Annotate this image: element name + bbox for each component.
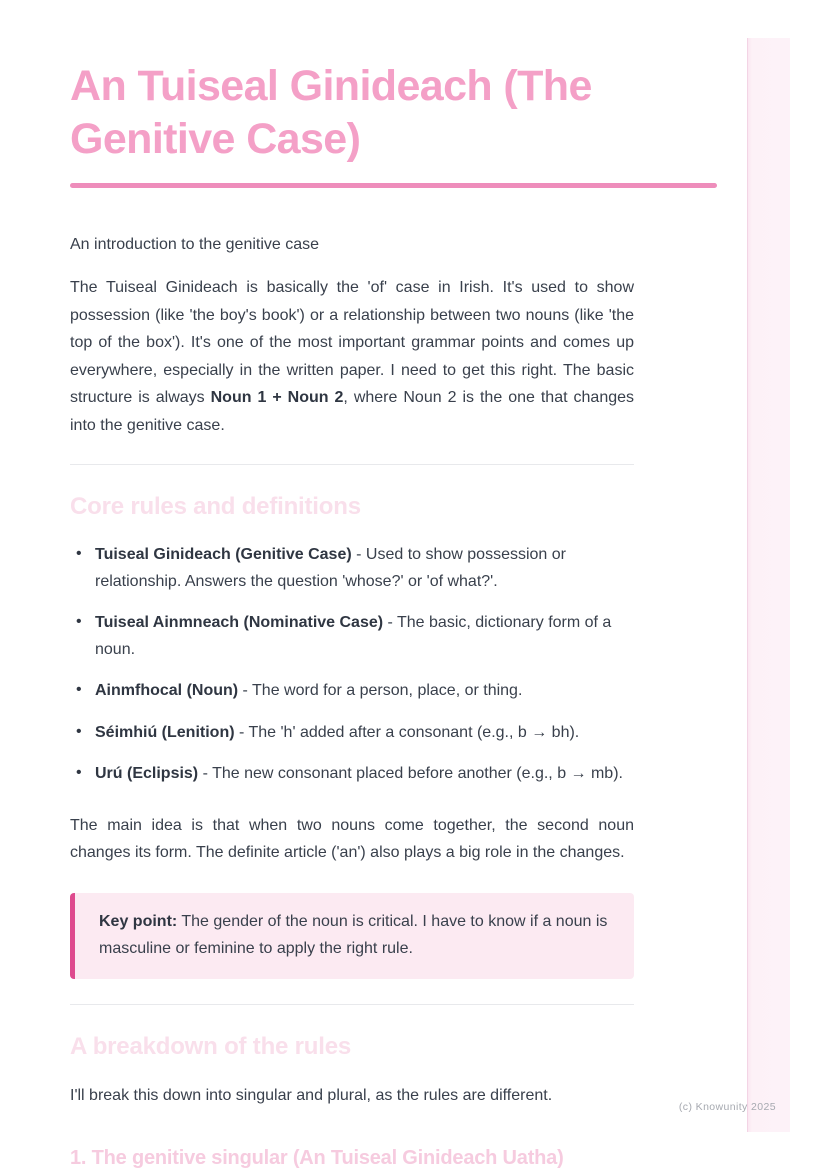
key-point-text: The gender of the noun is critical. I have to know if a noun is masculine or feminine to apply the right rule. bbox=[99, 912, 608, 957]
definitions-list bbox=[70, 542, 634, 788]
genitive-singular-subheading: 1. The genitive singular (An Tuiseal Ginideach Uatha) bbox=[70, 1147, 564, 1169]
definition-description: - The new consonant placed before another (e.g., b → mb). bbox=[198, 765, 623, 782]
definition-description: - The 'h' added after a consonant (e.g., b → bh). bbox=[234, 723, 580, 741]
intro-paragraph-part1: The Tuiseal Ginideach is basically the 'of' case in Irish. It's used to show possession (like 'the boy's book') or a relationship between two nouns (like 'the top of the box'). It's one of the most important grammar points and comes up everywhere, especially in the written paper. I need to get this right. The basic structure is always bbox=[70, 279, 634, 406]
definition-item-lenition bbox=[70, 720, 634, 747]
definition-item-noun bbox=[70, 678, 634, 705]
definition-item-eclipsis bbox=[70, 761, 634, 788]
title-underline-rule bbox=[70, 183, 717, 188]
definition-description: - The word for a person, place, or thing. bbox=[238, 682, 523, 699]
page-title: An Tuiseal Ginideach (The Genitive Case) bbox=[70, 62, 592, 163]
bullet-dot-icon: • bbox=[76, 545, 82, 562]
breakdown-heading: A breakdown of the rules bbox=[70, 1032, 352, 1060]
intro-paragraph bbox=[70, 274, 634, 439]
page-edge-strip bbox=[747, 38, 790, 1132]
definition-term: Ainmfhocal (Noun) bbox=[95, 682, 239, 699]
bullet-dot-icon: • bbox=[76, 681, 82, 698]
core-rules-heading: Core rules and definitions bbox=[70, 493, 361, 520]
key-point-label: Key point: bbox=[99, 912, 178, 930]
definition-term: Séimhiú (Lenition) bbox=[95, 723, 235, 741]
definition-term: Urú (Eclipsis) bbox=[95, 765, 199, 782]
intro-paragraph-bold: Noun 1 + Noun 2 bbox=[210, 389, 344, 406]
definition-item-genitive-case bbox=[70, 542, 634, 595]
bullet-dot-icon: • bbox=[76, 613, 82, 630]
bullet-dot-icon: • bbox=[76, 764, 82, 781]
copyright-footer: (c) Knowunity 2025 bbox=[678, 1101, 776, 1113]
definition-term: Tuiseal Ginideach (Genitive Case) bbox=[95, 546, 352, 563]
main-idea-paragraph: The main idea is that when two nouns come together, the second noun changes its form. The definite article ('an') also plays a big role in the changes. bbox=[70, 816, 634, 861]
breakdown-intro-paragraph: I'll break this down into singular and plural, as the rules are different. bbox=[70, 1086, 553, 1104]
key-point-callout bbox=[70, 893, 634, 979]
intro-paragraph-part2: , where Noun 2 is the one that changes into the genitive case. bbox=[70, 389, 635, 434]
page-content bbox=[70, 0, 634, 1172]
section-divider-1 bbox=[70, 464, 634, 465]
definition-item-nominative-case bbox=[70, 610, 634, 663]
definition-term: Tuiseal Ainmneach (Nominative Case) bbox=[95, 614, 384, 631]
section-divider-2 bbox=[70, 1004, 634, 1005]
definition-description: - The basic, dictionary form of a noun. bbox=[95, 614, 612, 658]
intro-label: An introduction to the genitive case bbox=[70, 236, 320, 253]
bullet-dot-icon: • bbox=[76, 722, 82, 740]
definition-description: - Used to show possession or relationship. Answers the question 'whose?' or 'of what?'. bbox=[95, 546, 566, 590]
